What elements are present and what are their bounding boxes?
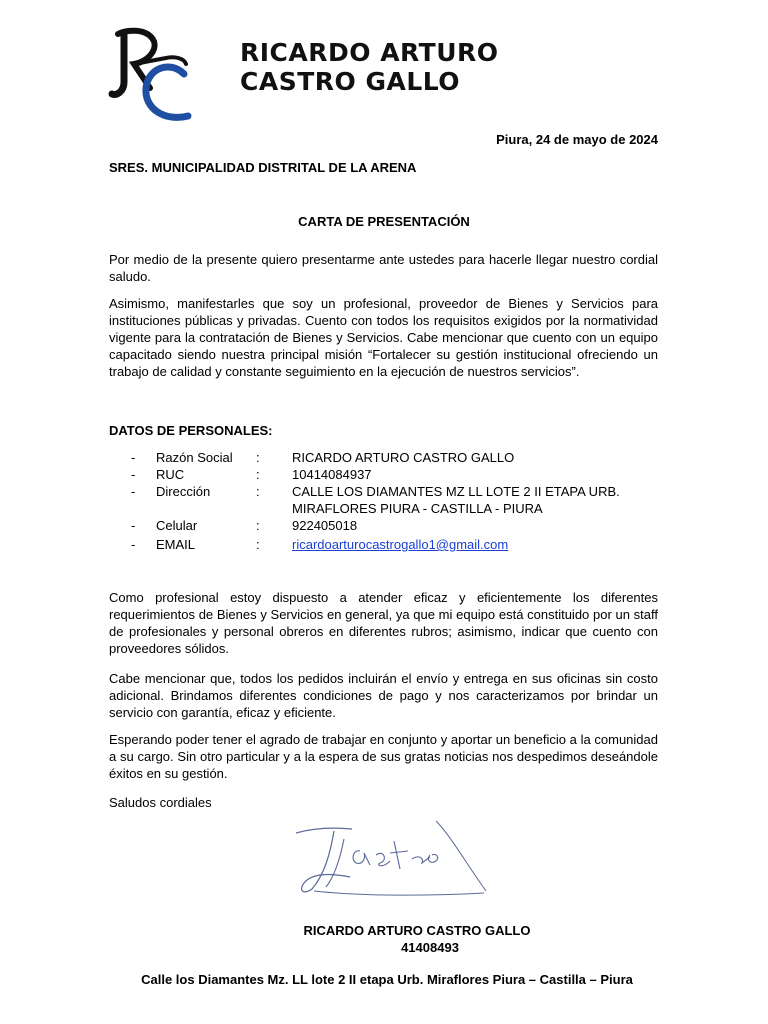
datos-heading: DATOS DE PERSONALES: [109, 423, 273, 438]
rc-logo [104, 22, 204, 130]
paragraph-closing: Esperando poder tener el agrado de trabajar en conjunto y aportar un beneficio a la comunidad a su cargo. Sin otro particular y a la espera de sus gratas noticias nos despedimos deseándole éxitos en su gestión. [109, 732, 658, 781]
datos-colon: : [256, 537, 260, 552]
letterhead-name-line2: CASTRO GALLO [240, 67, 461, 96]
datos-value: 922405018 [292, 518, 358, 533]
recipient: SRES. MUNICIPALIDAD DISTRITAL DE LA ARENA [109, 160, 417, 175]
datos-value: RICARDO ARTURO CASTRO GALLO [292, 450, 515, 465]
datos-row-celular [0, 517, 768, 534]
paragraph-delivery: Cabe mencionar que, todos los pedidos incluirán el envío y entrega en sus oficinas sin costo adicional. Brindamos diferentes condiciones de pago y nos caracterizamos por brindar un servicio con garantía, eficaz y eficiente. [109, 671, 658, 720]
signatory-dni: 41408493 [401, 940, 459, 955]
list-bullet: - [131, 537, 136, 552]
datos-colon: : [256, 450, 260, 465]
datos-label: Dirección [156, 484, 211, 499]
list-bullet: - [131, 518, 136, 533]
letterhead-name [240, 38, 499, 96]
datos-colon: : [256, 484, 260, 499]
letter-title: CARTA DE PRESENTACIÓN [298, 214, 470, 229]
handwritten-signature [290, 815, 490, 900]
paragraph-intro: Por medio de la presente quiero presentarme ante ustedes para hacerle llegar nuestro cordial saludo. [109, 252, 658, 284]
list-bullet: - [131, 484, 136, 499]
paragraph-profile: Asimismo, manifestarles que soy un profesional, proveedor de Bienes y Servicios para instituciones públicas y privadas. Cuento con todos los requisitos exigidos por la normatividad vigente para la contratación de Bienes y Servicios. Cabe mencionar que cuento con un equipo capacitado siendo nuestra principal misión “Fortalecer su gestión institucional ofreciendo un trabajo de calidad y constante seguimiento en la ejecución de nuestros servicios”. [109, 296, 658, 379]
datos-colon: : [256, 518, 260, 533]
signatory-name: RICARDO ARTURO CASTRO GALLO [303, 923, 531, 938]
datos-colon: : [256, 467, 260, 482]
letter-date: Piura, 24 de mayo de 2024 [496, 132, 658, 147]
list-bullet: - [131, 467, 136, 482]
datos-row-razon-social [0, 449, 768, 466]
datos-row-direccion [0, 483, 768, 517]
letterhead-name-line1: RICARDO ARTURO [240, 38, 499, 67]
datos-label: RUC [156, 467, 185, 482]
datos-label: Celular [156, 518, 198, 533]
footer-address: Calle los Diamantes Mz. LL lote 2 II etapa Urb. Miraflores Piura – Castilla – Piura [141, 972, 633, 987]
datos-row-ruc [0, 466, 768, 483]
datos-value: 10414084937 [292, 467, 372, 482]
closing-greeting: Saludos cordiales [109, 795, 212, 810]
paragraph-team: Como profesional estoy dispuesto a atender eficaz y eficientemente los diferentes requerimientos de Bienes y Servicios en general, ya que mi equipo está constituido por un staff de profesionales y personal obreros en diferentes rubros; asimismo, indicar que cuento con proveedores sólidos. [109, 590, 658, 656]
datos-label: Razón Social [156, 450, 233, 465]
datos-row-email [0, 536, 768, 553]
list-bullet: - [131, 450, 136, 465]
datos-value: CALLE LOS DIAMANTES MZ LL LOTE 2 II ETAPA URB. MIRAFLORES PIURA - CASTILLA - PIURA [292, 484, 620, 516]
datos-label: EMAIL [156, 537, 196, 552]
email-link[interactable]: ricardoarturocastrogallo1@gmail.com [292, 537, 509, 552]
